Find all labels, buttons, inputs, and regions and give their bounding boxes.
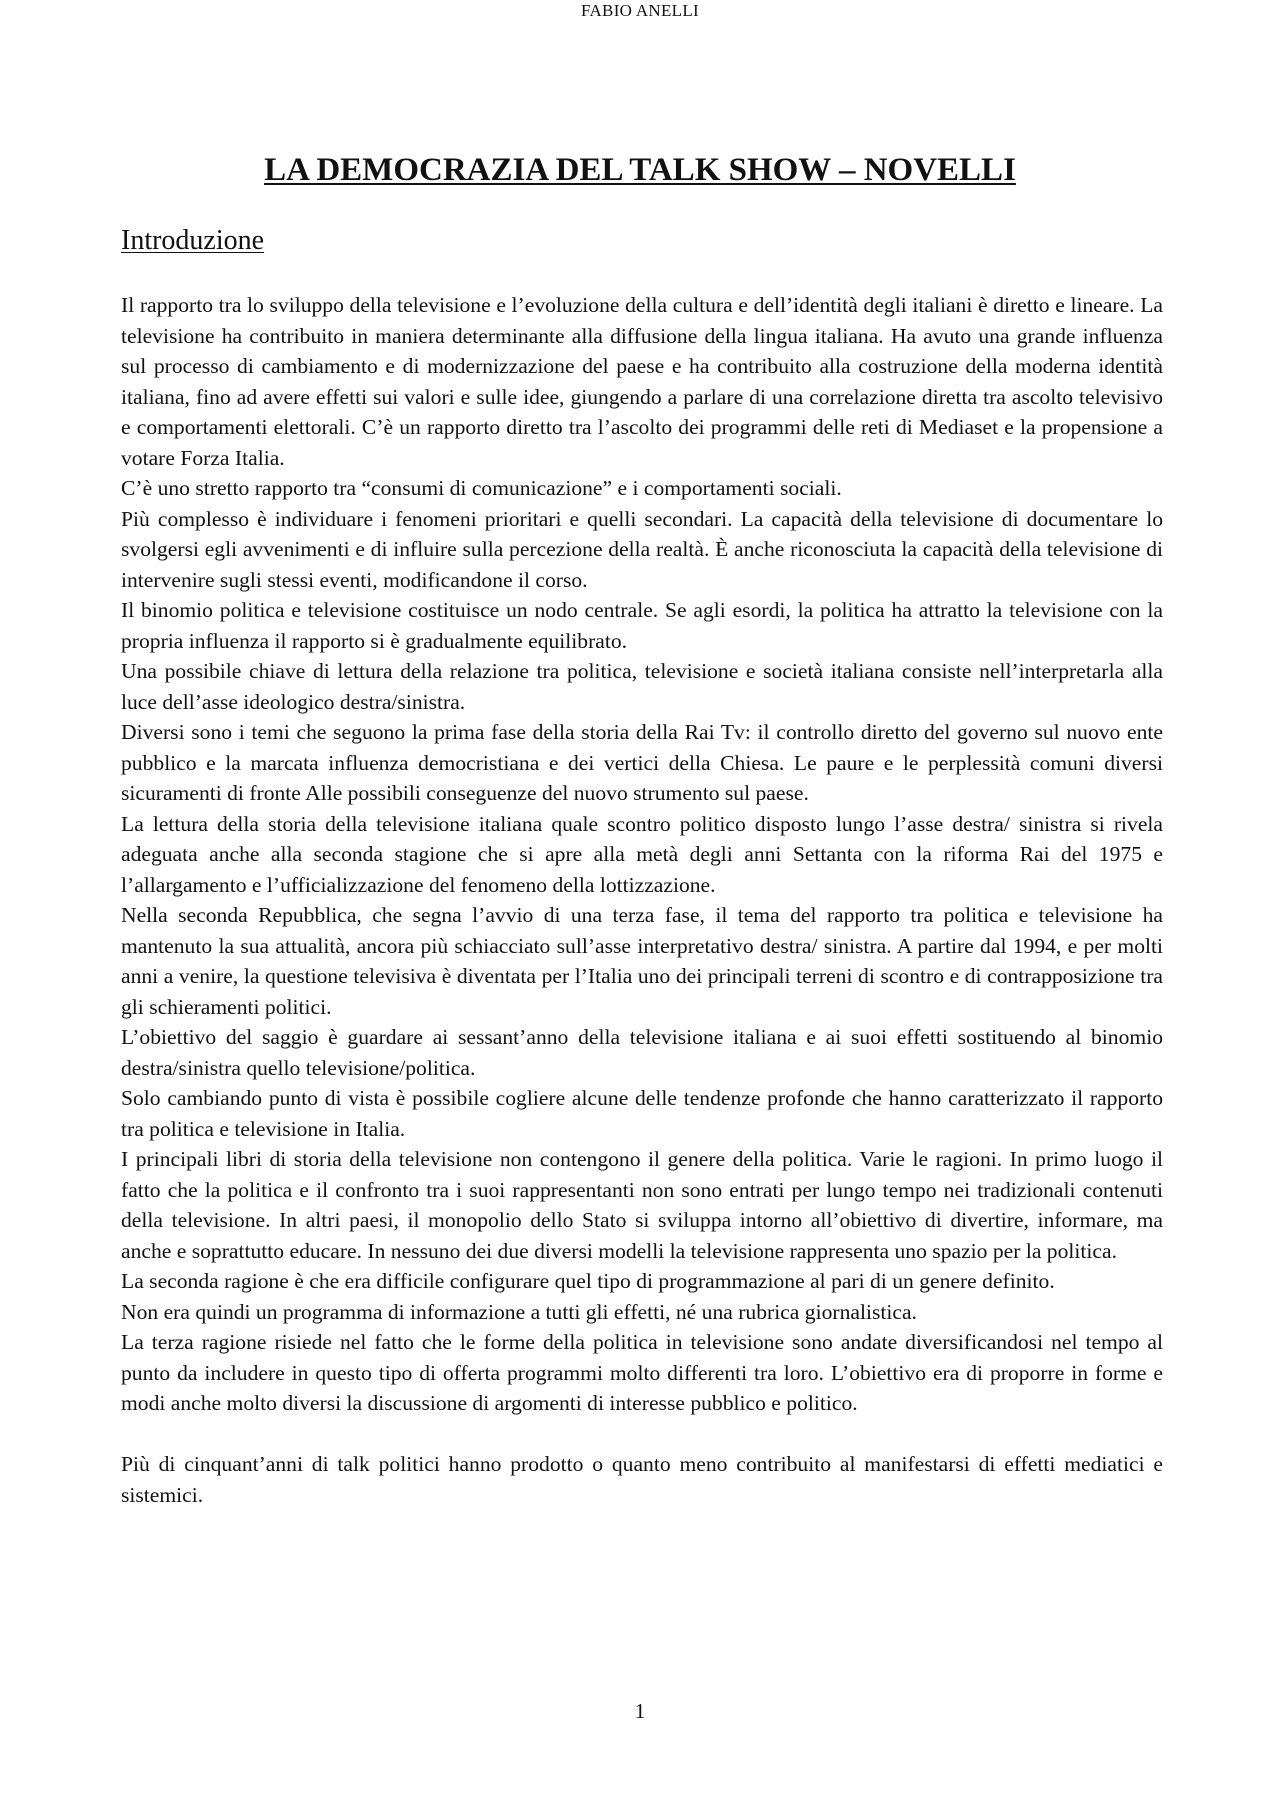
- paragraph: I principali libri di storia della televisione non contengono il genere della politica. Varie le ragioni. In primo luogo il fatto che la politica e il confronto tra i suoi rappresentanti non sono entrati per lungo tempo nei tradizionali contenuti della televisione. In altri paesi, il monopolio dello Stato si sviluppa intorno all’obiettivo di divertire, informare, ma anche e soprattutto educare. In nessuno dei due diversi modelli la televisione rappresenta uno spazio per la politica.: [121, 1147, 1163, 1263]
- section-heading: Introduzione: [121, 225, 265, 256]
- paragraph: Nella seconda Repubblica, che segna l’avvio di una terza fase, il tema del rapporto tra politica e televisione ha mantenuto la sua attualità, ancora più schiacciato sull’asse interpretativo destra/ sinistra. A partire dal 1994, e per molti anni a venire, la questione televisiva è diventata per l’Italia uno dei principali terreni di scontro e di contrapposizione tra gli schieramenti politici.: [121, 903, 1163, 1019]
- paragraph: Non era quindi un programma di informazione a tutti gli effetti, né una rubrica giornalistica.: [121, 1299, 917, 1324]
- paragraph: C’è uno stretto rapporto tra “consumi di comunicazione” e i comportamenti sociali.: [121, 476, 842, 500]
- paragraph: Solo cambiando punto di vista è possibile cogliere alcune delle tendenze profonde che hanno caratterizzato il rapporto tra politica e televisione in Italia.: [121, 1086, 1163, 1141]
- document-title: LA DEMOCRAZIA DEL TALK SHOW – NOVELLI: [264, 152, 1016, 188]
- paragraph: La seconda ragione è che era difficile configurare quel tipo di programmazione al pari di un genere definito.: [121, 1269, 1055, 1293]
- paragraph: Una possibile chiave di lettura della relazione tra politica, televisione e società italiana consiste nell’interpretarla alla luce dell’asse ideologico destra/sinistra.: [121, 659, 1163, 714]
- paragraph: La terza ragione risiede nel fatto che le forme della politica in televisione sono andate diversificandosi nel tempo al punto da includere in questo tipo di offerta programmi molto differenti tra loro. L’obiettivo era di proporre in forme e modi anche molto diversi la discussione di argomenti di interesse pubblico e politico.: [121, 1330, 1163, 1415]
- paragraph: L’obiettivo del saggio è guardare ai sessant’anno della televisione italiana e ai suoi effetti sostituendo al binomio destra/sinistra quello televisione/politica.: [121, 1025, 1163, 1080]
- body-text: [121, 290, 1163, 1510]
- paragraph: Più di cinquant’anni di talk politici hanno prodotto o quanto meno contribuito al manifestarsi di effetti mediatici e sistemici.: [121, 1452, 1163, 1507]
- paragraph: Il rapporto tra lo sviluppo della televisione e l’evoluzione della cultura e dell’identità degli italiani è diretto e lineare. La televisione ha contribuito in maniera determinante alla diffusione della lingua italiana. Ha avuto una grande influenza sul processo di cambiamento e di modernizzazione del paese e ha contribuito alla costruzione della moderna identità italiana, fino ad avere effetti sui valori e sulle idee, giungendo a parlare di una correlazione diretta tra ascolto televisivo e comportamenti elettorali. C’è un rapporto diretto tra l’ascolto dei programmi delle reti di Mediaset e la propensione a votare Forza Italia.: [121, 293, 1163, 470]
- paragraph: Diversi sono i temi che seguono la prima fase della storia della Rai Tv: il controllo diretto del governo sul nuovo ente pubblico e la marcata influenza democristiana e dei vertici della Chiesa. Le paure e le perplessità comuni diversi sicuramenti di fronte Alle possibili conseguenze del nuovo strumento sul paese.: [121, 720, 1163, 805]
- paragraph: Più complesso è individuare i fenomeni prioritari e quelli secondari. La capacità della televisione di documentare lo svolgersi egli avvenimenti e di influire sulla percezione della realtà. È anche riconosciuta la capacità della televisione di intervenire sugli stessi eventi, modificandone il corso.: [121, 506, 1163, 592]
- running-header-author: FABIO ANELLI: [580, 1, 700, 20]
- page-number: 1: [634, 1699, 646, 1723]
- paragraph: Il binomio politica e televisione costituisce un nodo centrale. Se agli esordi, la politica ha attratto la televisione con la propria influenza il rapporto si è gradualmente equilibrato.: [121, 598, 1163, 653]
- paragraph: La lettura della storia della televisione italiana quale scontro politico disposto lungo l’asse destra/ sinistra si rivela adeguata anche alla seconda stagione che si apre alla metà degli anni Settanta con la riforma Rai del 1975 e l’allargamento e l’ufficializzazione del fenomeno della lottizzazione.: [121, 811, 1163, 897]
